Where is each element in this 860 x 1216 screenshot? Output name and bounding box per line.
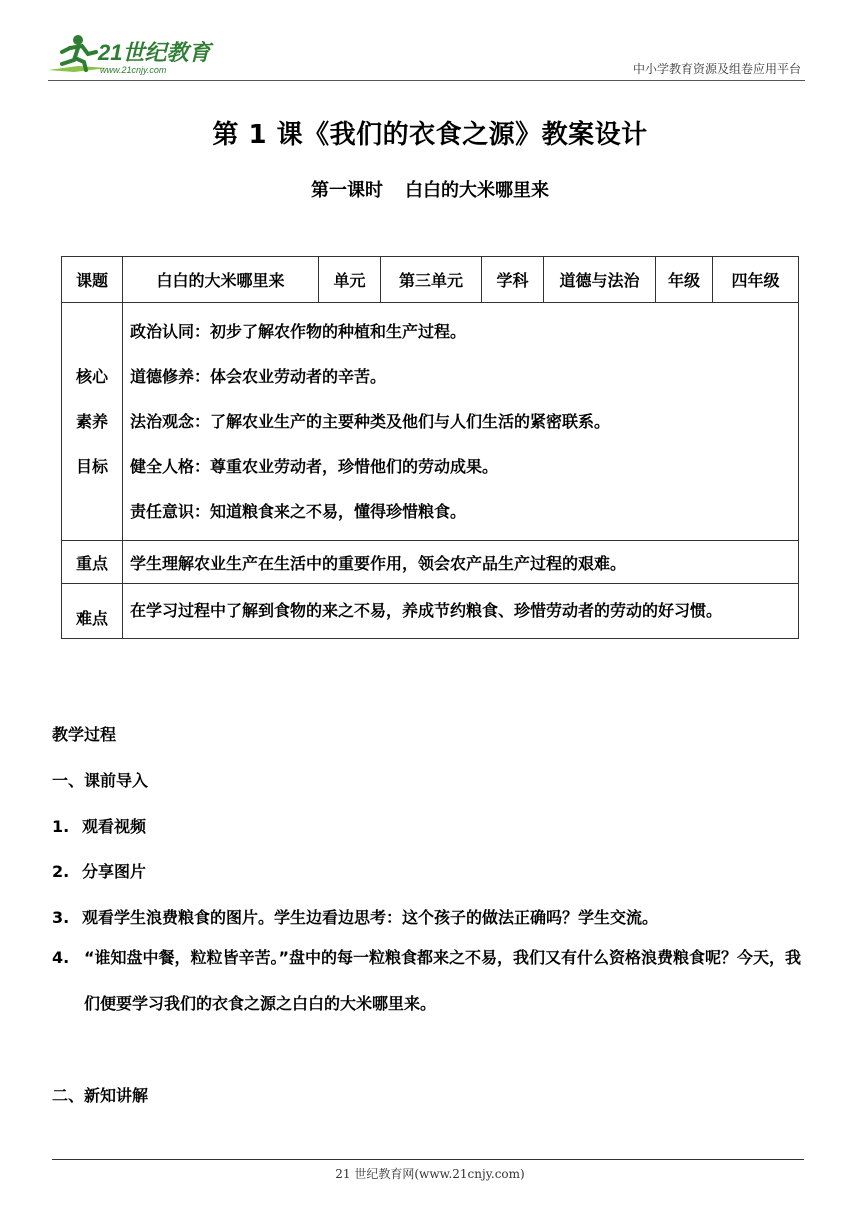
lesson-label: 课题 [62, 257, 123, 303]
list-item: 1. 观看视频 [52, 817, 147, 836]
list-item: 健全人格：尊重农业劳动者，珍惜他们的劳动成果。 [130, 457, 499, 476]
key-point-label: 重点 [62, 541, 123, 584]
grade-label: 年级 [656, 257, 713, 303]
subject-value: 道德与法治 [544, 257, 656, 303]
list-item: 2. 分享图片 [52, 862, 147, 881]
list-item: 4. “谁知盘中餐，粒粒皆辛苦。”盘中的每一粒粮食都来之不易，我们又有什么资格浪费粮食呢？今天，我们便要学习我们的衣食之源之白白的大米哪里来。 [52, 948, 802, 1013]
process-heading: 教学过程 [52, 725, 117, 744]
list-item: 道德修养：体会农业劳动者的辛苦。 [130, 367, 387, 386]
subtitle-topic: 白白的大米哪里来 [405, 180, 549, 201]
lesson-info-table [61, 256, 799, 639]
unit-label: 单元 [319, 257, 381, 303]
page-header [48, 30, 805, 81]
logo-text: 21世纪教育 [98, 40, 211, 65]
logo-url: www.21cnjy.com [100, 65, 167, 75]
lesson-value: 白白的大米哪里来 [123, 257, 319, 303]
unit-value: 第三单元 [381, 257, 482, 303]
table-row [62, 303, 799, 541]
subtitle-period: 第一课时 [311, 180, 383, 201]
site-logo [48, 30, 248, 78]
page-footer: 21 世纪教育网(www.21cnjy.com) [335, 1167, 525, 1181]
subject-label: 学科 [482, 257, 544, 303]
list-item: 法治观念：了解农业生产的主要种类及他们与人们生活的紧密联系。 [130, 412, 611, 431]
grade-value: 四年级 [713, 257, 799, 303]
platform-text: 中小学教育资源及组卷应用平台 [632, 62, 801, 76]
page-title: 第 1 课《我们的衣食之源》教案设计 [212, 120, 648, 150]
table-row [62, 541, 799, 584]
footer-divider [52, 1159, 804, 1160]
list-item: 责任意识：知道粮食来之不易，懂得珍惜粮食。 [130, 502, 467, 521]
section-heading-2: 二、新知讲解 [52, 1086, 149, 1105]
core-goals-label: 核心 素养 目标 [62, 303, 123, 541]
page-subtitle [0, 176, 860, 202]
table-row [62, 584, 799, 639]
section-heading-1: 一、课前导入 [52, 771, 149, 790]
key-point-value: 学生理解农业生产在生活中的重要作用，领会农产品生产过程的艰难。 [123, 541, 799, 584]
list-item: 3. 观看学生浪费粮食的图片。学生边看边思考：这个孩子的做法正确吗？学生交流。 [52, 908, 659, 927]
difficulty-value: 在学习过程中了解到食物的来之不易，养成节约粮食、珍惜劳动者的劳动的好习惯。 [123, 584, 799, 639]
difficulty-label: 难点 [62, 584, 123, 639]
list-item: 政治认同：初步了解农作物的种植和生产过程。 [130, 322, 467, 341]
core-goals-list [123, 303, 799, 541]
table-row [62, 257, 799, 303]
